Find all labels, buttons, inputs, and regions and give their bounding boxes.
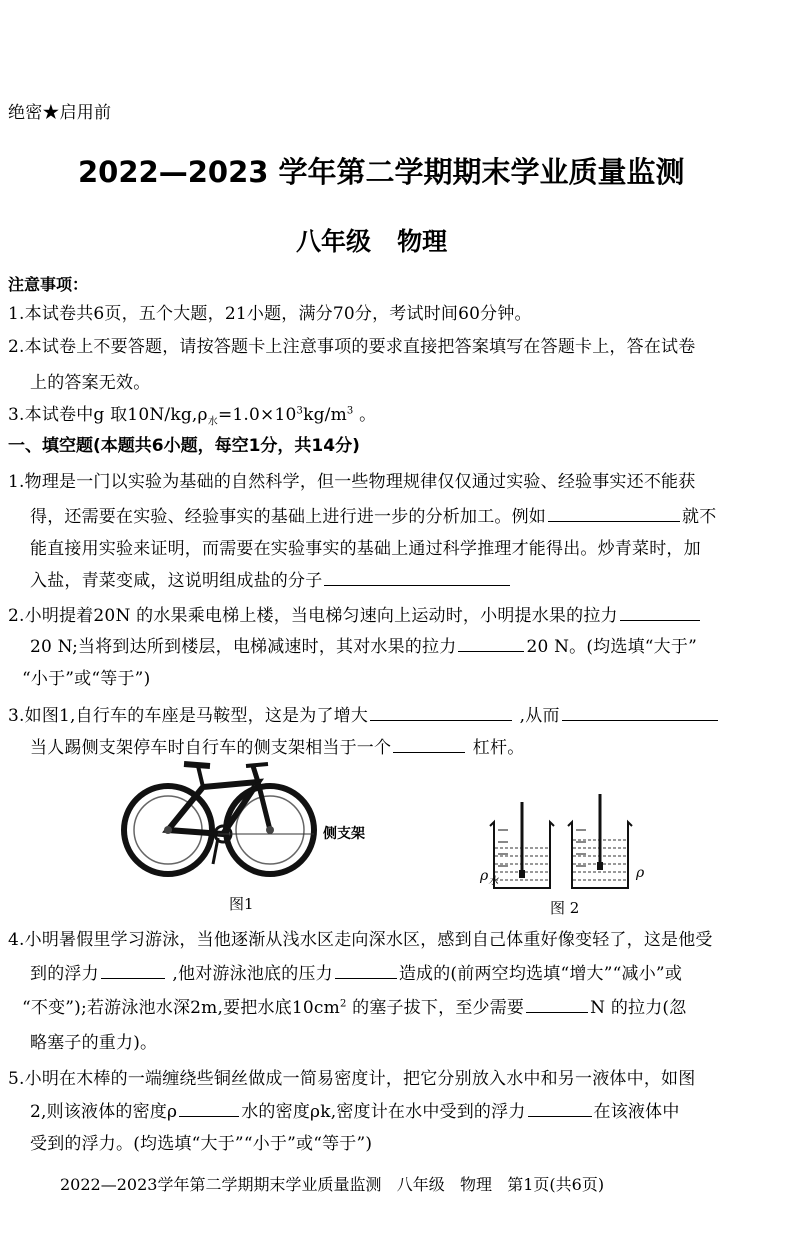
q4-sup: 2 [339,998,347,1010]
q1-line-4 [30,566,512,591]
figure-2-caption: 图 2 [550,899,580,917]
answer-blank [335,963,397,979]
q4-line-1: 4.小明暑假里学习游泳，当他逐渐从浅水区走向深水区，感到自己体重好像变轻了，这是他受 [8,930,713,950]
page-subtitle: 八年级 物理 [296,227,448,256]
q4-text-b: ,他对游泳池底的压力 [166,964,333,984]
answer-blank [324,570,510,586]
note-2-line-1: 2.本试卷上不要答题，请按答题卡上注意事项的要求直接把答案填写在答题卡上，答在试卷 [8,337,696,357]
q5-line-3: 受到的浮力。(均选填“大于”“小于”或“等于”) [30,1134,373,1154]
q2-line-3: “小于”或“等于”) [22,669,151,689]
note-3 [8,400,376,427]
q2-text-2b: 20 N。(均选填“大于” [526,637,697,657]
note-1: 1.本试卷共6页，五个大题，21小题，满分70分，考试时间60分钟。 [8,304,532,324]
note-3-mid: =1.0×10 [217,405,297,425]
q4-text-3b: 的塞子拔下，至少需要 [346,998,525,1018]
page-title: 2022—2023 学年第二学期期末学业质量监测 [78,155,685,189]
q3-line-1 [8,701,720,726]
answer-blank [458,636,524,652]
q5-text-b: 水的密度ρk,密度计在水中受到的浮力 [241,1102,526,1122]
note-3-end: 。 [353,405,377,425]
saddle [184,764,210,766]
answer-blank [562,705,718,721]
q1-line-3: 能直接用实验来证明，而需要在实验事实的基础上通过科学推理才能得出。炒青菜时，加 [30,539,701,559]
q1-text-end: 就不 [682,507,717,527]
q1-line-1: 1.物理是一门以实验为基础的自然科学，但一些物理规律仅仅通过实验、经验事实还不能获 [8,472,696,492]
q4-text-3c: N 的拉力(忽 [590,998,687,1018]
kickstand [213,838,218,864]
answer-blank [528,1101,592,1117]
kickstand-label: 侧支架 [323,826,365,842]
note-3-sup2: 3 [346,405,354,417]
q4-text: 到的浮力 [30,964,99,984]
answer-blank [548,506,680,522]
confidential-label: 绝密★启用前 [8,103,112,123]
answer-blank [101,963,165,979]
rho-symbol: ρ [480,868,489,884]
q3-text-b: ,从而 [514,706,560,726]
q3-text-2b: 杠杆。 [467,738,525,758]
answer-blank [179,1101,239,1117]
q1-text: 得，还需要在实验、经验事实的基础上进行进一步的分析加工。例如 [30,507,546,527]
answer-blank [370,705,512,721]
q3-text: 3.如图1,自行车的车座是马鞍型，这是为了增大 [8,706,369,726]
q4-line-3 [22,993,686,1018]
answer-blank [526,997,588,1013]
q4-line-4: 略塞子的重力)。 [30,1033,158,1053]
rho-water-label [480,868,498,887]
q5-text: 2,则该液体的密度ρ [30,1102,178,1122]
answer-blank [620,605,700,621]
q2-line-2 [30,632,697,657]
beakers-figure [478,790,668,898]
q5-line-2 [30,1097,680,1122]
q1-text-4: 入盐，青菜变咸，这说明组成盐的分子 [30,571,323,591]
q3-text-2: 当人踢侧支架停车时自行车的侧支架相当于一个 [30,738,392,758]
note-3-sup: 3 [296,405,304,417]
q5-text-c: 在该液体中 [593,1102,680,1122]
note-3-sub: 水 [207,416,218,428]
q5-line-1: 5.小明在木棒的一端缠绕些铜丝做成一简易密度计，把它分别放入水中和另一液体中，如图 [8,1069,696,1089]
q2-text-2: 20 N;当将到达所到楼层，电梯减速时，其对水果的拉力 [30,637,457,657]
note-3-unit: kg/m [303,405,347,425]
q4-text-c: 造成的(前两空均选填“增大”“减小”或 [398,964,683,984]
q2-line-1 [8,601,702,626]
section-1-heading: 一、填空题(本题共6小题，每空1分，共14分) [8,436,360,456]
rho-liquid-label: ρ [636,865,645,881]
q2-text: 2.小明提着20N 的水果乘电梯上楼，当电梯匀速向上运动时，小明提水果的拉力 [8,606,618,626]
q1-line-2 [30,502,716,527]
figure-1-caption: 图1 [229,895,254,913]
notes-heading: 注意事项： [8,275,89,294]
rho-sub: 水 [488,875,499,887]
q4-text-3: “不变”);若游泳池水深2m,要把水底10cm [22,998,340,1018]
note-2-line-2: 上的答案无效。 [30,373,151,393]
page-footer: 2022—2023学年第二学期期末学业质量监测 八年级 物理 第1页(共6页) [60,1175,605,1194]
note-3-text: 3.本试卷中g 取10N/kg,ρ [8,405,208,425]
bicycle-figure [118,752,378,882]
answer-blank [393,737,465,753]
q4-line-2 [30,959,682,984]
